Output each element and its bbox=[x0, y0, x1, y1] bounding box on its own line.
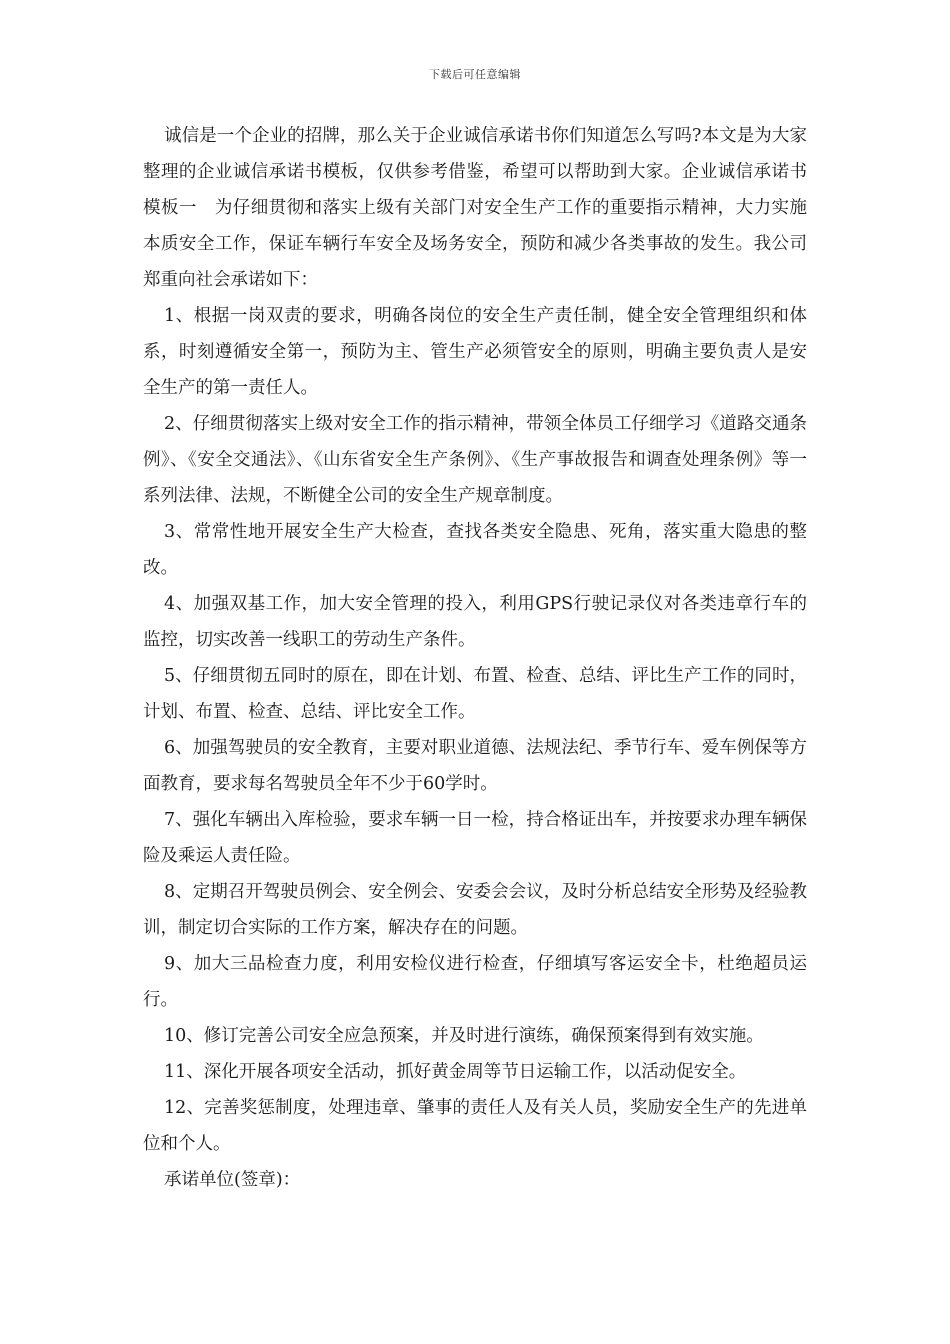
signature-line: 承诺单位(签章)： bbox=[164, 1170, 301, 1190]
list-item: 8、定期召开驾驶员例会、安全例会、安委会会议，及时分析总结安全形势及经验教训，制定切合实际的工作方案，解决存在的问题。 bbox=[143, 882, 807, 938]
list-item: 2、仔细贯彻落实上级对安全工作的指示精神，带领全体员工仔细学习《道路交通条例》、《安全交通法》、《山东省安全生产条例》、《生产事故报告和调查处理条例》等一系列法律、法规，不断健全公司的安全生产规章制度。 bbox=[143, 414, 807, 506]
intro-paragraph: 诚信是一个企业的招牌，那么关于企业诚信承诺书你们知道怎么写吗?本文是为大家整理的企业诚信承诺书模板，仅供参考借鉴，希望可以帮助到大家。企业诚信承诺书模板一 为仔细贯彻和落实上级有关部门对安全生产工作的重要指示精神，大力实施本质安全工作，保证车辆行车安全及场务安全，预防和减少各类事故的发生。我公司郑重向社会承诺如下： bbox=[143, 126, 807, 290]
header-note: 下载后可任意编辑 bbox=[429, 68, 521, 81]
list-item: 5、仔细贯彻五同时的原在，即在计划、布置、检查、总结、评比生产工作的同时，计划、布置、检查、总结、评比安全工作。 bbox=[143, 666, 807, 722]
list-item: 1、根据一岗双责的要求，明确各岗位的安全生产责任制，健全安全管理组织和体系，时刻遵循安全第一，预防为主、管生产必须管安全的原则，明确主要负责人是安全生产的第一责任人。 bbox=[143, 306, 807, 398]
list-item: 12、完善奖惩制度，处理违章、肇事的责任人及有关人员，奖励安全生产的先进单位和个人。 bbox=[143, 1098, 807, 1154]
list-item: 11、深化开展各项安全活动，抓好黄金周等节日运输工作，以活动促安全。 bbox=[164, 1062, 747, 1082]
list-item: 4、加强双基工作，加大安全管理的投入，利用GPS行驶记录仪对各类违章行车的监控，切实改善一线职工的劳动生产条件。 bbox=[143, 594, 807, 650]
list-item: 9、加大三品检查力度，利用安检仪进行检查，仔细填写客运安全卡，杜绝超员运行。 bbox=[143, 954, 807, 1010]
list-item: 3、常常性地开展安全生产大检查，查找各类安全隐患、死角，落实重大隐患的整改。 bbox=[143, 522, 807, 578]
list-item: 7、强化车辆出入库检验，要求车辆一日一检，持合格证出车，并按要求办理车辆保险及乘运人责任险。 bbox=[143, 810, 807, 866]
list-item: 6、加强驾驶员的安全教育，主要对职业道德、法规法纪、季节行车、爱车例保等方面教育，要求每名驾驶员全年不少于60学时。 bbox=[143, 738, 807, 794]
document-body bbox=[143, 118, 807, 1198]
list-item: 10、修订完善公司安全应急预案，并及时进行演练，确保预案得到有效实施。 bbox=[164, 1026, 764, 1046]
